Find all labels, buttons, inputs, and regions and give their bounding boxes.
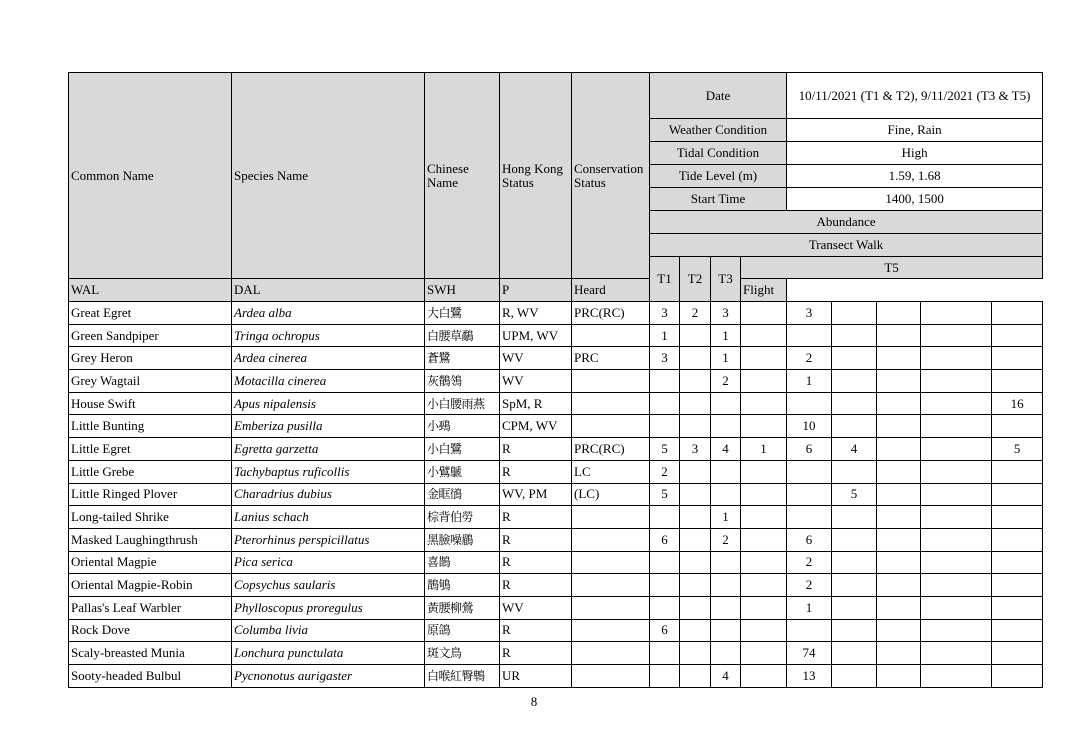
table-row (69, 370, 1043, 393)
t3-count-cell: 2 (711, 370, 741, 393)
t5-swh-count-cell (832, 324, 877, 347)
t5-flight-count-cell (992, 460, 1043, 483)
t5-flight-count-cell (992, 370, 1043, 393)
t5-dal-count-cell: 1 (787, 370, 832, 393)
species-name-cell: Lonchura punctulata (232, 642, 425, 665)
t5-p-count-cell (877, 619, 921, 642)
t2-count-cell (680, 324, 711, 347)
species-name-cell: Emberiza pusilla (232, 415, 425, 438)
t3-count-cell: 3 (711, 302, 741, 325)
t3-count-cell: 1 (711, 347, 741, 370)
common-name-cell: Little Egret (69, 438, 232, 461)
t5-wal-count-cell (741, 574, 787, 597)
t5-p-count-cell (877, 460, 921, 483)
t1-count-cell (650, 506, 680, 529)
t5-p-count-cell (877, 596, 921, 619)
t2-count-cell (680, 574, 711, 597)
conservation-status-cell (572, 642, 650, 665)
chinese-name-cell: 小鵐 (425, 415, 500, 438)
table-row (69, 665, 1043, 688)
hk-status-cell: R (500, 528, 572, 551)
t5-heard-count-cell (921, 506, 992, 529)
conservation-status-cell (572, 415, 650, 438)
header-t2: T2 (680, 257, 711, 302)
t5-p-count-cell (877, 302, 921, 325)
t1-count-cell: 3 (650, 302, 680, 325)
t5-heard-count-cell (921, 528, 992, 551)
common-name-cell: Scaly-breasted Munia (69, 642, 232, 665)
t5-swh-count-cell (832, 574, 877, 597)
t5-swh-count-cell (832, 665, 877, 688)
hk-status-cell: R (500, 506, 572, 529)
t3-count-cell: 1 (711, 324, 741, 347)
conservation-status-cell (572, 574, 650, 597)
conservation-status-cell: PRC(RC) (572, 438, 650, 461)
t3-count-cell (711, 392, 741, 415)
t5-flight-count-cell (992, 483, 1043, 506)
conservation-status-cell (572, 665, 650, 688)
species-name-cell: Copsychus saularis (232, 574, 425, 597)
t1-count-cell (650, 392, 680, 415)
common-name-cell: Rock Dove (69, 619, 232, 642)
table-row (69, 460, 1043, 483)
t1-count-cell: 5 (650, 438, 680, 461)
t5-heard-count-cell (921, 574, 992, 597)
table-row (69, 619, 1043, 642)
t5-flight-count-cell (992, 551, 1043, 574)
header-weather-value: Fine, Rain (787, 119, 1043, 142)
t5-heard-count-cell (921, 392, 992, 415)
t5-wal-count-cell (741, 415, 787, 438)
table-row (69, 483, 1043, 506)
t3-count-cell (711, 574, 741, 597)
hk-status-cell: R (500, 574, 572, 597)
common-name-cell: Green Sandpiper (69, 324, 232, 347)
t1-count-cell: 3 (650, 347, 680, 370)
t2-count-cell (680, 370, 711, 393)
t5-p-count-cell (877, 506, 921, 529)
chinese-name-cell: 黑臉噪鶥 (425, 528, 500, 551)
t5-swh-count-cell (832, 506, 877, 529)
common-name-cell: Little Grebe (69, 460, 232, 483)
t5-dal-count-cell (787, 506, 832, 529)
t5-heard-count-cell (921, 460, 992, 483)
t5-swh-count-cell (832, 528, 877, 551)
t5-heard-count-cell (921, 302, 992, 325)
t1-count-cell (650, 642, 680, 665)
header-hk-status: Hong Kong Status (500, 73, 572, 279)
t5-dal-count-cell (787, 324, 832, 347)
table-body (69, 73, 1043, 688)
t2-count-cell (680, 460, 711, 483)
chinese-name-cell: 灰鶺鴒 (425, 370, 500, 393)
t1-count-cell (650, 665, 680, 688)
table-row (69, 506, 1043, 529)
t5-dal-count-cell: 2 (787, 574, 832, 597)
t2-count-cell (680, 528, 711, 551)
t5-dal-count-cell (787, 483, 832, 506)
t5-swh-count-cell (832, 460, 877, 483)
t3-count-cell (711, 642, 741, 665)
t3-count-cell: 1 (711, 506, 741, 529)
hk-status-cell: WV (500, 347, 572, 370)
t5-dal-count-cell: 6 (787, 438, 832, 461)
species-name-cell: Columba livia (232, 619, 425, 642)
table-row (69, 324, 1043, 347)
t5-heard-count-cell (921, 551, 992, 574)
table-row (69, 415, 1043, 438)
t5-dal-count-cell (787, 392, 832, 415)
t5-p-count-cell (877, 551, 921, 574)
t3-count-cell: 4 (711, 438, 741, 461)
header-species-name: Species Name (232, 73, 425, 279)
t5-heard-count-cell (921, 370, 992, 393)
t5-p-count-cell (877, 483, 921, 506)
t5-swh-count-cell (832, 642, 877, 665)
header-common-name: Common Name (69, 73, 232, 279)
hk-status-cell: UPM, WV (500, 324, 572, 347)
t5-wal-count-cell (741, 642, 787, 665)
header-start-time-label: Start Time (650, 188, 787, 211)
chinese-name-cell: 大白鷺 (425, 302, 500, 325)
t5-swh-count-cell: 4 (832, 438, 877, 461)
header-t5-dal: DAL (232, 279, 425, 302)
t2-count-cell (680, 642, 711, 665)
t5-flight-count-cell (992, 619, 1043, 642)
t5-flight-count-cell: 16 (992, 392, 1043, 415)
t5-p-count-cell (877, 665, 921, 688)
chinese-name-cell: 小白鷺 (425, 438, 500, 461)
t5-swh-count-cell (832, 392, 877, 415)
header-row-date (69, 73, 1043, 96)
t2-count-cell (680, 506, 711, 529)
t1-count-cell (650, 551, 680, 574)
hk-status-cell: SpM, R (500, 392, 572, 415)
t5-flight-count-cell (992, 347, 1043, 370)
common-name-cell: Little Bunting (69, 415, 232, 438)
t3-count-cell (711, 619, 741, 642)
species-name-cell: Pycnonotus aurigaster (232, 665, 425, 688)
t5-swh-count-cell (832, 415, 877, 438)
bird-survey-table (68, 72, 1043, 688)
t5-dal-count-cell (787, 619, 832, 642)
header-t5-p: P (500, 279, 572, 302)
t5-wal-count-cell (741, 483, 787, 506)
t3-count-cell: 2 (711, 528, 741, 551)
species-name-cell: Ardea cinerea (232, 347, 425, 370)
conservation-status-cell: PRC (572, 347, 650, 370)
hk-status-cell: R (500, 551, 572, 574)
t5-wal-count-cell (741, 302, 787, 325)
t5-p-count-cell (877, 642, 921, 665)
t5-wal-count-cell (741, 506, 787, 529)
page-number: 8 (530, 694, 538, 709)
t2-count-cell (680, 619, 711, 642)
t5-dal-count-cell: 13 (787, 665, 832, 688)
header-start-time-value: 1400, 1500 (787, 188, 1043, 211)
t2-count-cell (680, 392, 711, 415)
t3-count-cell (711, 551, 741, 574)
t5-heard-count-cell (921, 438, 992, 461)
t5-flight-count-cell (992, 574, 1043, 597)
conservation-status-cell: PRC(RC) (572, 302, 650, 325)
header-date-value: 10/11/2021 (T1 & T2), 9/11/2021 (T3 & T5) (787, 73, 1043, 119)
header-transect-walk: Transect Walk (650, 234, 1043, 257)
t1-count-cell (650, 370, 680, 393)
header-tidal-value: High (787, 142, 1043, 165)
t1-count-cell: 2 (650, 460, 680, 483)
t2-count-cell: 3 (680, 438, 711, 461)
species-name-cell: Apus nipalensis (232, 392, 425, 415)
t5-dal-count-cell: 2 (787, 347, 832, 370)
chinese-name-cell: 白喉紅臀鵯 (425, 665, 500, 688)
common-name-cell: Grey Wagtail (69, 370, 232, 393)
t3-count-cell (711, 596, 741, 619)
header-tide-level-value: 1.59, 1.68 (787, 165, 1043, 188)
t2-count-cell (680, 551, 711, 574)
chinese-name-cell: 棕背伯勞 (425, 506, 500, 529)
t5-p-count-cell (877, 347, 921, 370)
species-name-cell: Charadrius dubius (232, 483, 425, 506)
t5-dal-count-cell: 2 (787, 551, 832, 574)
conservation-status-cell (572, 506, 650, 529)
conservation-status-cell (572, 392, 650, 415)
t3-count-cell (711, 483, 741, 506)
t1-count-cell (650, 574, 680, 597)
survey-table-container (68, 72, 1043, 688)
hk-status-cell: WV (500, 370, 572, 393)
t5-dal-count-cell: 74 (787, 642, 832, 665)
t5-swh-count-cell (832, 347, 877, 370)
common-name-cell: Sooty-headed Bulbul (69, 665, 232, 688)
table-row (69, 392, 1043, 415)
t5-wal-count-cell (741, 324, 787, 347)
t2-count-cell: 2 (680, 302, 711, 325)
common-name-cell: House Swift (69, 392, 232, 415)
t1-count-cell: 1 (650, 324, 680, 347)
t5-dal-count-cell: 1 (787, 596, 832, 619)
header-t5-heard: Heard (572, 279, 650, 302)
t2-count-cell (680, 483, 711, 506)
conservation-status-cell (572, 551, 650, 574)
header-tidal-label: Tidal Condition (650, 142, 787, 165)
header-t3: T3 (711, 257, 741, 302)
t2-count-cell (680, 347, 711, 370)
t5-swh-count-cell: 5 (832, 483, 877, 506)
t2-count-cell (680, 665, 711, 688)
chinese-name-cell: 鵲鴝 (425, 574, 500, 597)
header-t5-flight: Flight (741, 279, 787, 302)
t5-heard-count-cell (921, 619, 992, 642)
t1-count-cell: 6 (650, 528, 680, 551)
t5-flight-count-cell (992, 302, 1043, 325)
t5-flight-count-cell (992, 324, 1043, 347)
t5-heard-count-cell (921, 324, 992, 347)
t1-count-cell (650, 415, 680, 438)
conservation-status-cell (572, 324, 650, 347)
common-name-cell: Little Ringed Plover (69, 483, 232, 506)
t3-count-cell (711, 415, 741, 438)
t3-count-cell (711, 460, 741, 483)
species-name-cell: Tachybaptus ruficollis (232, 460, 425, 483)
t5-wal-count-cell: 1 (741, 438, 787, 461)
t5-dal-count-cell: 6 (787, 528, 832, 551)
hk-status-cell: R (500, 642, 572, 665)
table-row (69, 528, 1043, 551)
header-tide-level-label: Tide Level (m) (650, 165, 787, 188)
chinese-name-cell: 金眶鴴 (425, 483, 500, 506)
t5-wal-count-cell (741, 370, 787, 393)
t5-wal-count-cell (741, 551, 787, 574)
header-t5: T5 (741, 257, 1043, 279)
t5-p-count-cell (877, 528, 921, 551)
common-name-cell: Grey Heron (69, 347, 232, 370)
t1-count-cell: 5 (650, 483, 680, 506)
t5-flight-count-cell (992, 642, 1043, 665)
t5-swh-count-cell (832, 302, 877, 325)
table-row (69, 596, 1043, 619)
chinese-name-cell: 原鴿 (425, 619, 500, 642)
hk-status-cell: R (500, 460, 572, 483)
t5-wal-count-cell (741, 665, 787, 688)
species-name-cell: Lanius schach (232, 506, 425, 529)
t5-wal-count-cell (741, 619, 787, 642)
t5-heard-count-cell (921, 596, 992, 619)
species-name-cell: Motacilla cinerea (232, 370, 425, 393)
header-conservation-status: Conservation Status (572, 73, 650, 279)
t5-wal-count-cell (741, 460, 787, 483)
t5-swh-count-cell (832, 370, 877, 393)
t5-flight-count-cell (992, 596, 1043, 619)
t5-p-count-cell (877, 392, 921, 415)
t5-dal-count-cell: 10 (787, 415, 832, 438)
t5-flight-count-cell (992, 415, 1043, 438)
hk-status-cell: R (500, 438, 572, 461)
header-t1: T1 (650, 257, 680, 302)
hk-status-cell: WV, PM (500, 483, 572, 506)
conservation-status-cell (572, 528, 650, 551)
conservation-status-cell (572, 370, 650, 393)
conservation-status-cell: LC (572, 460, 650, 483)
table-row (69, 551, 1043, 574)
hk-status-cell: CPM, WV (500, 415, 572, 438)
hk-status-cell: WV (500, 596, 572, 619)
common-name-cell: Great Egret (69, 302, 232, 325)
t2-count-cell (680, 596, 711, 619)
table-row (69, 347, 1043, 370)
common-name-cell: Oriental Magpie-Robin (69, 574, 232, 597)
species-name-cell: Egretta garzetta (232, 438, 425, 461)
chinese-name-cell: 白腰草鷸 (425, 324, 500, 347)
chinese-name-cell: 喜鵲 (425, 551, 500, 574)
t5-wal-count-cell (741, 596, 787, 619)
header-date-label: Date (650, 73, 787, 119)
hk-status-cell: R (500, 619, 572, 642)
t5-wal-count-cell (741, 392, 787, 415)
table-row (69, 642, 1043, 665)
chinese-name-cell: 斑文鳥 (425, 642, 500, 665)
chinese-name-cell: 蒼鷺 (425, 347, 500, 370)
t5-flight-count-cell (992, 528, 1043, 551)
t5-heard-count-cell (921, 665, 992, 688)
conservation-status-cell: (LC) (572, 483, 650, 506)
t5-p-count-cell (877, 574, 921, 597)
header-abundance: Abundance (650, 211, 1043, 234)
header-t5-swh: SWH (425, 279, 500, 302)
species-name-cell: Ardea alba (232, 302, 425, 325)
t5-flight-count-cell (992, 506, 1043, 529)
t5-heard-count-cell (921, 415, 992, 438)
t3-count-cell: 4 (711, 665, 741, 688)
species-name-cell: Tringa ochropus (232, 324, 425, 347)
t5-flight-count-cell (992, 665, 1043, 688)
t5-wal-count-cell (741, 347, 787, 370)
table-row (69, 574, 1043, 597)
t5-flight-count-cell: 5 (992, 438, 1043, 461)
t5-swh-count-cell (832, 596, 877, 619)
header-weather-label: Weather Condition (650, 119, 787, 142)
t5-swh-count-cell (832, 551, 877, 574)
header-t5-wal: WAL (69, 279, 232, 302)
t5-heard-count-cell (921, 347, 992, 370)
chinese-name-cell: 黃腰柳鶯 (425, 596, 500, 619)
t5-dal-count-cell: 3 (787, 302, 832, 325)
t1-count-cell: 6 (650, 619, 680, 642)
table-row (69, 302, 1043, 325)
t2-count-cell (680, 415, 711, 438)
common-name-cell: Pallas's Leaf Warbler (69, 596, 232, 619)
header-row-t5-sub (69, 279, 1043, 302)
chinese-name-cell: 小鷿鷈 (425, 460, 500, 483)
t1-count-cell (650, 596, 680, 619)
hk-status-cell: UR (500, 665, 572, 688)
t5-p-count-cell (877, 438, 921, 461)
t5-heard-count-cell (921, 483, 992, 506)
conservation-status-cell (572, 619, 650, 642)
t5-p-count-cell (877, 415, 921, 438)
header-chinese-name: Chinese Name (425, 73, 500, 279)
species-name-cell: Pterorhinus perspicillatus (232, 528, 425, 551)
common-name-cell: Oriental Magpie (69, 551, 232, 574)
t5-dal-count-cell (787, 460, 832, 483)
t5-heard-count-cell (921, 642, 992, 665)
species-name-cell: Pica serica (232, 551, 425, 574)
t5-wal-count-cell (741, 528, 787, 551)
common-name-cell: Masked Laughingthrush (69, 528, 232, 551)
common-name-cell: Long-tailed Shrike (69, 506, 232, 529)
conservation-status-cell (572, 596, 650, 619)
hk-status-cell: R, WV (500, 302, 572, 325)
t5-swh-count-cell (832, 619, 877, 642)
t5-p-count-cell (877, 370, 921, 393)
chinese-name-cell: 小白腰雨燕 (425, 392, 500, 415)
table-row (69, 438, 1043, 461)
species-name-cell: Phylloscopus proregulus (232, 596, 425, 619)
t5-p-count-cell (877, 324, 921, 347)
